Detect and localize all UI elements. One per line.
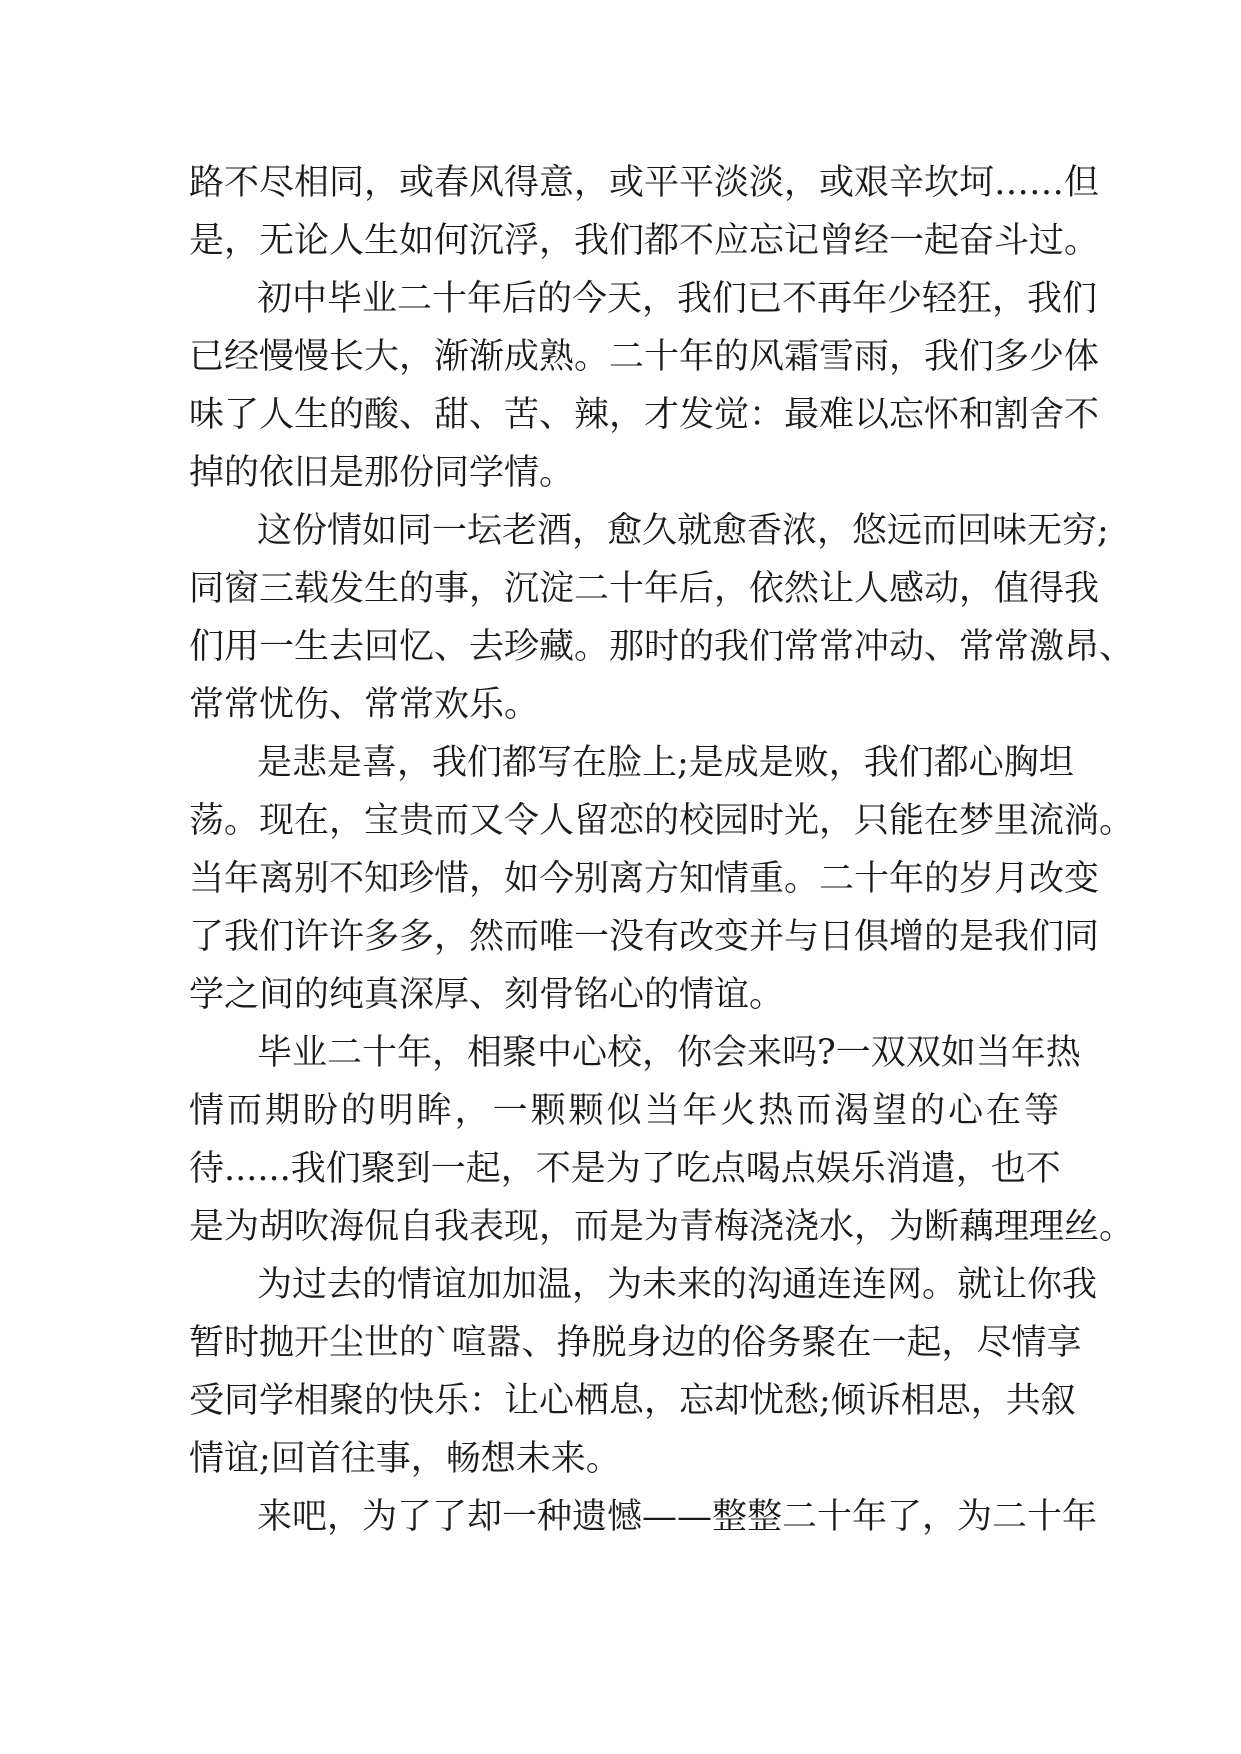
text-line: 情而期盼的明眸，一颗颗似当年火热而渴望的心在等 [189, 1091, 1059, 1131]
text-line: 味了人生的酸、甜、苦、辣，才发觉：最难以忘怀和割舍不 [189, 395, 1100, 435]
text-line: 暂时抛开尘世的`喧嚣、挣脱身边的俗务聚在一起，尽情享 [189, 1323, 1082, 1363]
text-line: 待......我们聚到一起，不是为了吃点喝点娱乐消遣，也不 [189, 1149, 1061, 1189]
paragraph-first-line: 是悲是喜，我们都写在脸上;是成是败，我们都心胸坦 [257, 743, 1074, 783]
text-line: 同窗三载发生的事，沉淀二十年后，依然让人感动，值得我 [189, 569, 1100, 609]
text-line: 掉的依旧是那份同学情。 [189, 453, 575, 493]
text-line: 荡。现在，宝贵而又令人留恋的校园时光，只能在梦里流淌。 [189, 801, 1135, 841]
text-line: 学之间的纯真深厚、刻骨铭心的情谊。 [189, 975, 785, 1015]
paragraph-first-line: 初中毕业二十年后的今天，我们已不再年少轻狂，我们 [257, 279, 1098, 319]
text-line: 了我们许许多多，然而唯一没有改变并与日俱增的是我们同 [189, 917, 1100, 957]
text-line: 常常忧伤、常常欢乐。 [189, 685, 540, 725]
text-line: 路不尽相同，或春风得意，或平平淡淡，或艰辛坎坷……但 [189, 163, 1100, 203]
paragraph-first-line: 来吧，为了了却一种遗憾——整整二十年了，为二十年 [257, 1497, 1098, 1537]
text-line: 情谊;回首往事，畅想未来。 [189, 1439, 621, 1479]
text-line: 当年离别不知珍惜，如今别离方知情重。二十年的岁月改变 [189, 859, 1100, 899]
paragraph-first-line: 这份情如同一坛老酒，愈久就愈香浓，悠远而回味无穷; [257, 511, 1109, 551]
paragraph-first-line: 毕业二十年，相聚中心校，你会来吗?一双双如当年热 [257, 1033, 1081, 1073]
text-line: 受同学相聚的快乐：让心栖息，忘却忧愁;倾诉相思，共叙 [189, 1381, 1076, 1421]
text-line: 已经慢慢长大，渐渐成熟。二十年的风霜雪雨，我们多少体 [189, 337, 1100, 377]
text-line: 是为胡吹海侃自我表现，而是为青梅浇浇水，为断藕理理丝。 [189, 1207, 1135, 1247]
paragraph-first-line: 为过去的情谊加加温，为未来的沟通连连网。就让你我 [257, 1265, 1098, 1305]
text-line: 们用一生去回忆、去珍藏。那时的我们常常冲动、常常激昂、 [189, 627, 1135, 667]
text-line: 是，无论人生如何沉浮，我们都不应忘记曾经一起奋斗过。 [189, 221, 1100, 261]
